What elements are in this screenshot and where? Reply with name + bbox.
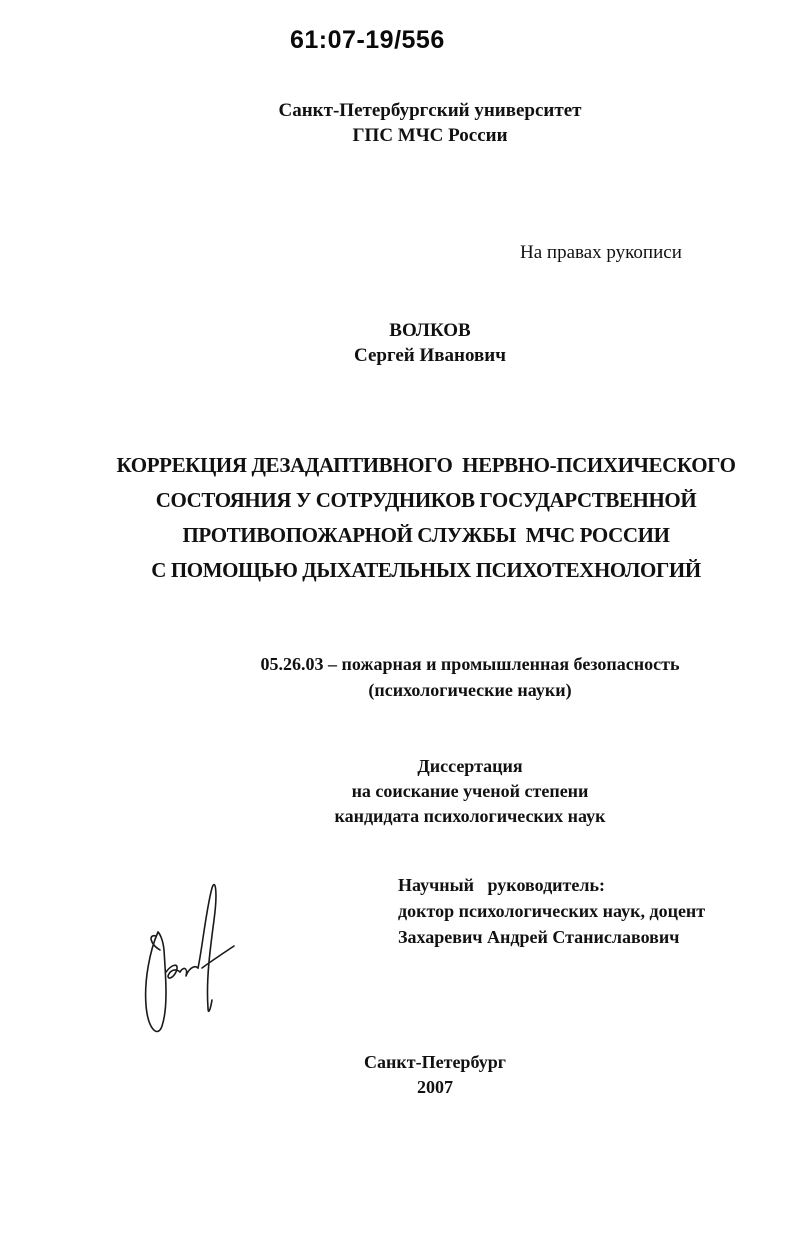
author-surname: ВОЛКОВ [389,320,471,341]
imprint-block [330,1050,540,1100]
imprint-year: 2007 [417,1077,453,1097]
degree-purpose: на соискание ученой степени [351,781,589,801]
title-line: СОСТОЯНИЯ У СОТРУДНИКОВ ГОСУДАРСТВЕННОЙ [155,488,697,512]
author-block [250,318,610,368]
dissertation-type-block [250,754,690,829]
advisor-degree: доктор психологических наук, доцент [398,901,706,921]
scientific-advisor-block [398,872,788,950]
advisor-name: Захаревич Андрей Станиславович [398,927,680,947]
specialty-field: (психологические науки) [368,680,572,700]
manuscript-note: На правах рукописи [520,242,682,263]
archive-stamp: 61:07-19/556 [290,26,445,54]
handwritten-signature [136,880,246,1040]
advisor-label: Научный руководитель: [398,875,605,895]
title-line: С ПОМОЩЬЮ ДЫХАТЕЛЬНЫХ ПСИХОТЕХНОЛОГИЙ [151,558,701,582]
university-affiliation: ГПС МЧС России [352,125,508,146]
dissertation-title [60,448,792,588]
university-block [200,98,660,148]
title-line: ПРОТИВОПОЖАРНОЙ СЛУЖБЫ МЧС РОССИИ [182,523,670,547]
dissertation-label: Диссертация [417,756,523,776]
title-line: КОРРЕКЦИЯ ДЕЗАДАПТИВНОГО НЕРВНО-ПСИХИЧЕСКОГО [116,453,736,477]
degree-name: кандидата психологических наук [334,806,606,826]
specialty-code: 05.26.03 – пожарная и промышленная безопасность [260,654,680,674]
imprint-city: Санкт-Петербург [364,1052,506,1072]
specialty-block [200,651,740,703]
university-name: Санкт-Петербургский университет [278,100,582,121]
author-name: Сергей Иванович [354,345,506,366]
